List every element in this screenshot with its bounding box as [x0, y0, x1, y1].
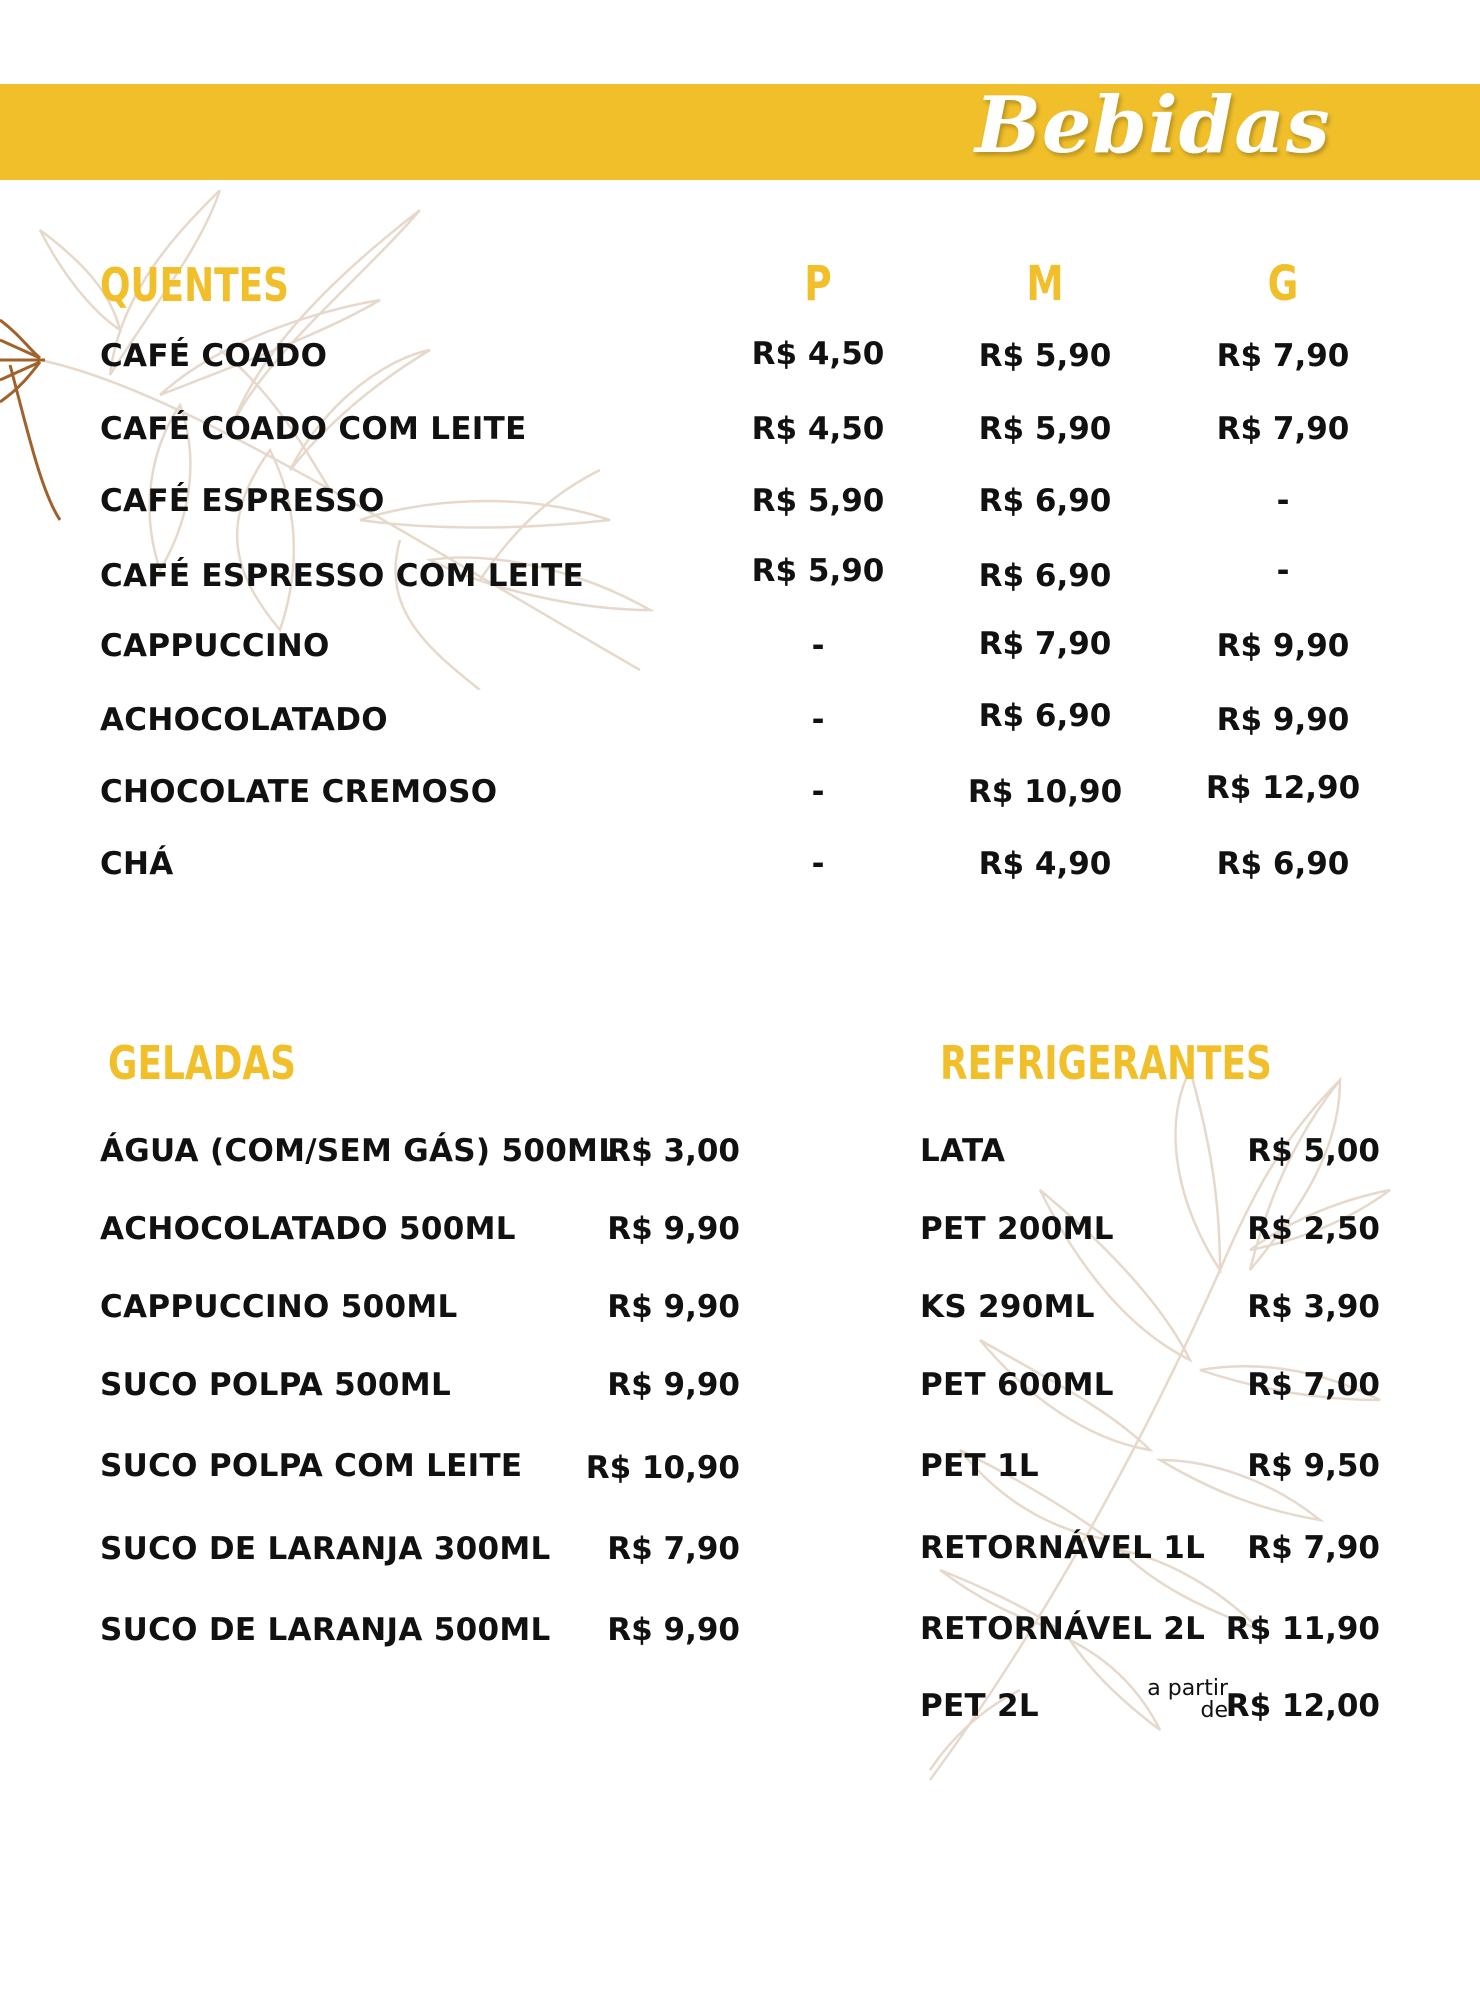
list-item	[0, 411, 1480, 451]
item-price: R$ 5,00	[1247, 1133, 1380, 1169]
price-g: -	[1276, 483, 1290, 519]
size-header-g: G	[1267, 256, 1299, 312]
price-m: R$ 4,90	[978, 846, 1112, 882]
item-name: CAFÉ ESPRESSO COM LEITE	[100, 558, 584, 594]
price-g: -	[1276, 553, 1290, 589]
item-price: R$ 7,90	[607, 1531, 740, 1567]
price-note-line2: de	[1200, 1698, 1228, 1723]
price-note-line1: a partir	[1147, 1676, 1228, 1701]
item-name: PET 600ML	[920, 1367, 1114, 1403]
page-title: Bebidas	[975, 80, 1331, 171]
item-price: R$ 9,90	[607, 1211, 740, 1247]
item-name: CAPPUCCINO 500ML	[100, 1289, 458, 1325]
section-title-quentes: QUENTES	[100, 258, 290, 312]
list-item	[0, 483, 1480, 523]
item-price: R$ 3,90	[1247, 1289, 1380, 1325]
price-p: R$ 4,50	[751, 411, 885, 447]
item-name: CAFÉ COADO COM LEITE	[100, 411, 527, 447]
item-name: ÁGUA (COM/SEM GÁS) 500ML	[100, 1133, 619, 1169]
item-price: R$ 9,50	[1247, 1448, 1380, 1484]
price-m: R$ 7,90	[978, 626, 1112, 662]
section-title-refrigerantes: REFRIGERANTES	[940, 1036, 1272, 1090]
price-g: R$ 6,90	[1216, 846, 1350, 882]
item-price: R$ 12,00	[1225, 1688, 1380, 1724]
item-name: ACHOCOLATADO	[100, 702, 388, 738]
price-m: R$ 6,90	[978, 698, 1112, 734]
item-name: KS 290ML	[920, 1289, 1095, 1325]
item-name: PET 2L	[920, 1688, 1039, 1724]
item-name: RETORNÁVEL 1L	[920, 1530, 1206, 1566]
price-p: R$ 4,50	[751, 336, 885, 372]
price-p: -	[811, 774, 825, 810]
list-item	[0, 1133, 1480, 1173]
item-name: PET 1L	[920, 1448, 1039, 1484]
list-item	[0, 1289, 1480, 1329]
list-item	[0, 698, 1480, 742]
item-name: SUCO DE LARANJA 300ML	[100, 1531, 551, 1567]
item-name: CAFÉ ESPRESSO	[100, 483, 385, 519]
item-name: CHOCOLATE CREMOSO	[100, 774, 498, 810]
item-price: R$ 3,00	[607, 1133, 740, 1169]
item-name: LATA	[920, 1133, 1006, 1169]
item-name: SUCO DE LARANJA 500ML	[100, 1612, 551, 1648]
list-item	[0, 1611, 1480, 1651]
item-price: R$ 11,90	[1225, 1611, 1380, 1647]
item-price: R$ 10,90	[585, 1450, 740, 1486]
list-item	[0, 338, 1480, 378]
list-item	[0, 1367, 1480, 1407]
price-g: R$ 7,90	[1216, 338, 1350, 374]
price-p: -	[811, 846, 825, 882]
list-item	[0, 628, 1480, 668]
list-item	[0, 846, 1480, 886]
item-price: R$ 9,90	[607, 1289, 740, 1325]
list-item	[0, 1211, 1480, 1251]
item-price: R$ 9,90	[607, 1612, 740, 1648]
size-header-m: M	[1026, 256, 1064, 312]
item-price: R$ 7,00	[1247, 1367, 1380, 1403]
price-g: R$ 7,90	[1216, 411, 1350, 447]
item-name: ACHOCOLATADO 500ML	[100, 1211, 516, 1247]
item-price: R$ 7,90	[1247, 1530, 1380, 1566]
price-p: -	[811, 702, 825, 738]
item-name: SUCO POLPA COM LEITE	[100, 1448, 523, 1484]
list-item	[0, 1448, 1480, 1488]
item-name: CHÁ	[100, 846, 174, 882]
price-g: R$ 9,90	[1216, 628, 1350, 664]
item-name: RETORNÁVEL 2L	[920, 1611, 1206, 1647]
item-name: PET 200ML	[920, 1211, 1114, 1247]
price-m: R$ 6,90	[978, 558, 1112, 594]
item-name: CAFÉ COADO	[100, 338, 328, 374]
list-item	[0, 553, 1480, 598]
list-item	[0, 1530, 1480, 1570]
section-title-geladas: GELADAS	[108, 1036, 296, 1090]
item-price: R$ 9,90	[607, 1367, 740, 1403]
price-m: R$ 10,90	[967, 774, 1123, 810]
price-g: R$ 9,90	[1216, 702, 1350, 738]
price-m: R$ 5,90	[978, 338, 1112, 374]
item-name: CAPPUCCINO	[100, 628, 330, 664]
price-p: R$ 5,90	[751, 483, 885, 519]
item-price: R$ 2,50	[1247, 1211, 1380, 1247]
size-header-p: P	[804, 256, 832, 312]
list-item	[0, 1676, 1480, 1728]
list-item	[0, 770, 1480, 814]
price-g: R$ 12,90	[1205, 770, 1361, 806]
price-m: R$ 5,90	[978, 411, 1112, 447]
price-m: R$ 6,90	[978, 483, 1112, 519]
price-p: R$ 5,90	[751, 553, 885, 589]
price-p: -	[811, 628, 825, 664]
price-note	[1147, 1678, 1228, 1722]
item-name: SUCO POLPA 500ML	[100, 1367, 451, 1403]
